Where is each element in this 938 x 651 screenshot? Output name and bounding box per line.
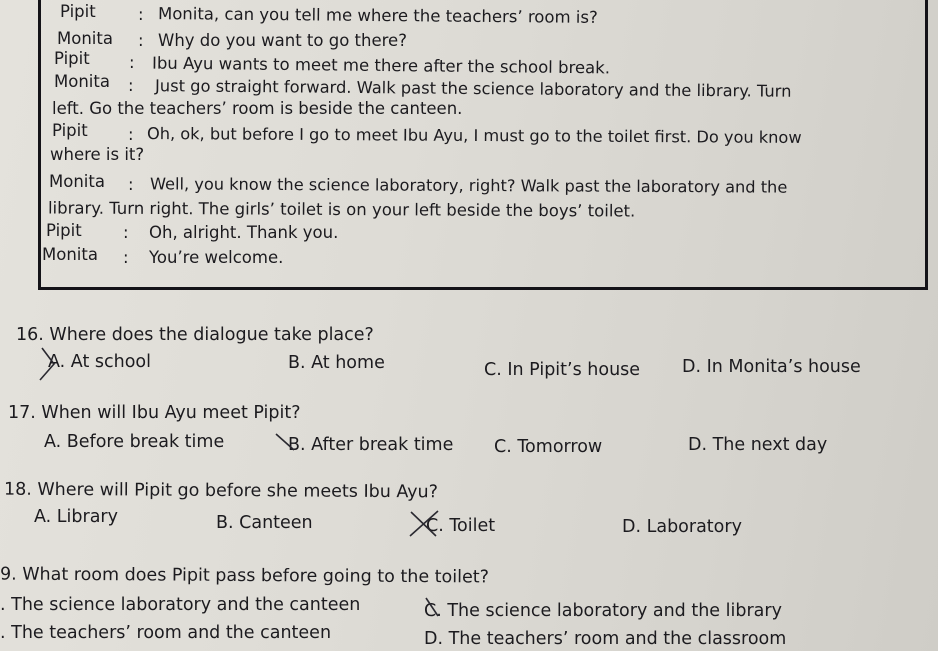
- colon: :: [138, 31, 144, 50]
- option-a: A. Before break time: [44, 432, 225, 452]
- colon: :: [123, 223, 129, 242]
- dialogue-line: Why do you want to go there?: [158, 31, 407, 50]
- colon: :: [129, 53, 135, 72]
- speaker-name: Pipit: [52, 121, 88, 140]
- answer-mark-18: [408, 508, 442, 540]
- speaker-name: Pipit: [60, 2, 96, 21]
- speaker-name: Monita: [57, 29, 113, 48]
- option-a: . The science laboratory and the canteen: [0, 595, 361, 615]
- dialogue-line-continued: library. Turn right. The girls’ toilet is on your left beside the boys’ toilet.: [47, 198, 636, 221]
- dialogue-line: Monita, can you tell me where the teachers’ room is?: [157, 4, 598, 27]
- speaker-name: Pipit: [46, 221, 82, 240]
- colon: :: [128, 76, 134, 95]
- dialogue-line: Oh, alright. Thank you.: [149, 223, 339, 242]
- speaker-name: Monita: [49, 172, 105, 191]
- option-b: B. Canteen: [216, 513, 313, 533]
- option-d: D. The next day: [688, 435, 828, 455]
- option-d: D. In Monita’s house: [682, 357, 861, 377]
- speaker-name: Monita: [42, 245, 98, 264]
- option-b: B. After break time: [288, 435, 454, 455]
- option-d: D. Laboratory: [622, 517, 742, 537]
- dialogue-line-continued: left. Go the teachers’ room is beside the canteen.: [52, 99, 463, 118]
- dialogue-line-continued: where is it?: [50, 145, 145, 164]
- question-text: 17. When will Ibu Ayu meet Pipit?: [8, 403, 301, 423]
- answer-mark-16: [38, 344, 68, 384]
- dialogue-line: Ibu Ayu wants to meet me there after the school break.: [151, 53, 611, 78]
- option-c: C. Tomorrow: [494, 437, 603, 457]
- question-text: 16. Where does the dialogue take place?: [16, 325, 374, 345]
- option-c: C. The science laboratory and the library: [424, 601, 782, 621]
- colon: :: [128, 125, 134, 144]
- colon: :: [128, 175, 134, 194]
- dialogue-line: Just go straight forward. Walk past the science laboratory and the library. Turn: [154, 76, 792, 101]
- option-c: C. Toilet: [426, 516, 496, 536]
- option-b: . The teachers’ room and the canteen: [0, 623, 332, 643]
- colon: :: [138, 5, 144, 24]
- question-text: 18. Where will Pipit go before she meets Ibu Ayu?: [3, 479, 439, 503]
- colon: :: [123, 248, 129, 267]
- option-a: A. Library: [34, 507, 118, 527]
- speaker-name: Monita: [54, 72, 110, 91]
- option-d: D. The teachers’ room and the classroom: [424, 629, 787, 649]
- option-c: C. In Pipit’s house: [484, 360, 641, 380]
- question-text: 9. What room does Pipit pass before going to the toilet?: [0, 564, 489, 588]
- option-b: B. At home: [288, 353, 385, 373]
- answer-mark-19: [420, 594, 444, 622]
- speaker-name: Pipit: [54, 49, 90, 68]
- option-a: A. At school: [48, 352, 151, 372]
- dialogue-line: You’re welcome.: [149, 248, 284, 267]
- answer-mark-17: [272, 428, 298, 456]
- dialogue-line: Well, you know the science laboratory, right? Walk past the laboratory and the: [149, 174, 788, 197]
- dialogue-line: Oh, ok, but before I go to meet Ibu Ayu, I must go to the toilet first. Do you know: [146, 124, 802, 147]
